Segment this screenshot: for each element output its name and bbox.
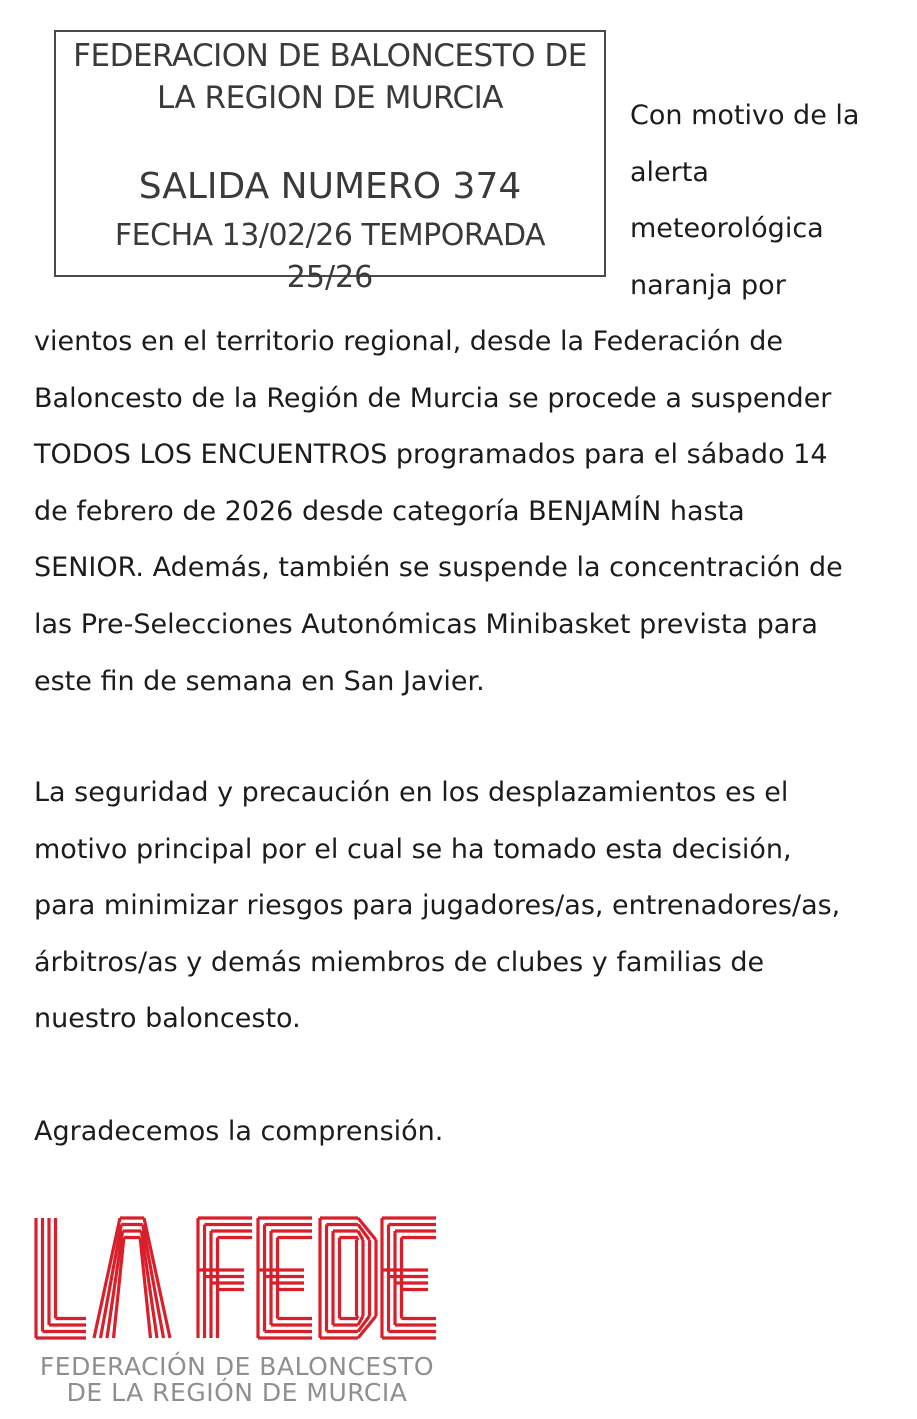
intro-line: Con motivo de la <box>630 100 860 131</box>
safety-paragraph <box>34 765 894 1048</box>
paragraph-line: nuestro baloncesto. <box>34 1003 301 1035</box>
closing-line: Agradecemos la comprensión. <box>34 1116 444 1147</box>
paragraph-line: motivo principal por el cual se ha tomado esta decisión, <box>34 833 792 865</box>
intro-line: alerta <box>630 156 709 188</box>
logo-subtitle-line1: FEDERACIÓN DE BALONCESTO <box>39 1352 435 1381</box>
paragraph-line: Baloncesto de la Región de Murcia se procede a suspender <box>34 382 832 414</box>
paragraph-line: vientos en el territorio regional, desde la Federación de <box>34 326 783 357</box>
intro-line: naranja por <box>630 269 786 301</box>
paragraph-line: SENIOR. Además, también se suspende la concentración de <box>34 552 843 584</box>
stamp-season: 25/26 <box>286 260 374 295</box>
intro-text-aside <box>630 88 900 314</box>
logo-stripe <box>357 1238 359 1241</box>
paragraph-line: árbitros/as y demás miembros de clubes y familias de <box>34 946 765 978</box>
paragraph-line: este fin de semana en San Javier. <box>34 665 485 697</box>
paragraph-line: de febrero de 2026 desde categoría BENJAMÍN hasta <box>34 495 745 527</box>
la-fede-logo-mark <box>32 1212 442 1344</box>
paragraph-line: La seguridad y precaución en los desplazamientos es el <box>34 777 789 808</box>
paragraph-line: las Pre-Selecciones Autonómicas Minibasket prevista para <box>34 608 818 640</box>
paragraph-line: para minimizar riesgos para jugadores/as, entrenadores/as, <box>34 890 841 922</box>
announcement-paragraph <box>34 314 894 710</box>
logo-subtitle-line2: DE LA REGIÓN DE MURCIA <box>66 1378 408 1407</box>
federation-logo <box>32 1212 442 1412</box>
paragraph-line: TODOS LOS ENCUENTROS programados para el sábado 14 <box>34 439 828 471</box>
stamp-organization-line1: FEDERACION DE BALONCESTO DE <box>73 38 587 74</box>
registration-stamp <box>54 30 606 295</box>
stamp-organization-line2: LA REGION DE MURCIA <box>156 80 504 116</box>
stamp-exit-number: SALIDA NUMERO 374 <box>138 166 522 207</box>
intro-line: meteorológica <box>630 213 824 245</box>
stamp-date-season: FECHA 13/02/26 TEMPORADA <box>114 218 546 253</box>
